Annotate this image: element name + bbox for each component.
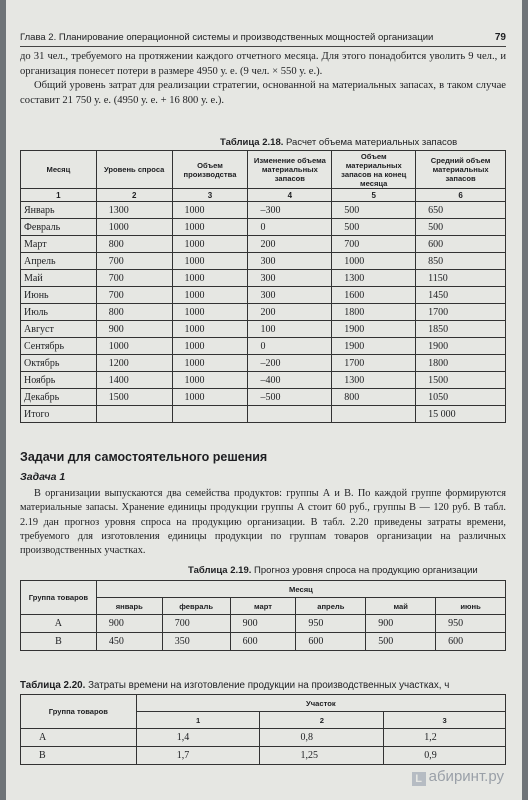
month-header-cell: май — [366, 598, 436, 615]
group-cell: B — [21, 633, 97, 651]
value-cell: 450 — [96, 633, 162, 651]
empty-cell — [332, 406, 416, 423]
value-cell: 1300 — [332, 372, 416, 389]
value-cell: 0,9 — [384, 747, 506, 765]
table-2-20-caption — [20, 680, 449, 691]
task-heading: Задача 1 — [20, 471, 66, 483]
value-cell: 1850 — [416, 321, 506, 338]
month-cell: Май — [21, 270, 97, 287]
header-cell: Месяц — [21, 151, 97, 189]
value-cell: 350 — [162, 633, 230, 651]
month-cell: Январь — [21, 202, 97, 219]
intro-text — [20, 50, 506, 108]
empty-cell — [96, 406, 172, 423]
running-head — [20, 30, 506, 47]
table-2-19-body — [21, 615, 506, 651]
value-cell: 500 — [332, 219, 416, 236]
value-cell: 500 — [366, 633, 436, 651]
value-cell: 650 — [416, 202, 506, 219]
header-cell: Средний объем материальных запасов — [416, 151, 506, 189]
section-heading: Задачи для самостоятельного решения — [20, 450, 268, 464]
value-cell: 1600 — [332, 287, 416, 304]
value-cell: 500 — [416, 219, 506, 236]
value-cell: 850 — [416, 253, 506, 270]
value-cell: –400 — [248, 372, 332, 389]
month-cell: Сентябрь — [21, 338, 97, 355]
value-cell: 1000 — [172, 287, 248, 304]
table-row — [21, 355, 506, 372]
table-2-19-caption-text: Прогноз уровня спроса на продукцию организации — [254, 565, 478, 576]
table-row — [21, 202, 506, 219]
value-cell: 300 — [248, 270, 332, 287]
header-cell: Уровень спроса — [96, 151, 172, 189]
table-2-18-caption-text: Расчет объема материальных запасов — [286, 137, 458, 148]
group-cell: B — [21, 747, 137, 765]
table-2-18 — [20, 150, 506, 423]
table-2-20-caption-number: Таблица 2.20. — [20, 680, 86, 691]
value-cell: 1000 — [172, 236, 248, 253]
column-number: 5 — [332, 189, 416, 202]
month-cell: Февраль — [21, 219, 97, 236]
month-header-cell: июнь — [436, 598, 506, 615]
watermark — [412, 768, 504, 786]
value-cell: –300 — [248, 202, 332, 219]
value-cell: 1000 — [172, 372, 248, 389]
month-cell: Июль — [21, 304, 97, 321]
value-cell: 1000 — [172, 270, 248, 287]
value-cell: 300 — [248, 287, 332, 304]
table-row — [21, 287, 506, 304]
month-cell: Июнь — [21, 287, 97, 304]
month-header: Месяц — [96, 581, 505, 598]
table-row — [21, 633, 506, 651]
value-cell: 900 — [230, 615, 296, 633]
table-row — [21, 321, 506, 338]
book-page — [6, 0, 522, 800]
value-cell: 1,25 — [260, 747, 384, 765]
month-cell: Ноябрь — [21, 372, 97, 389]
section-number-cell: 1 — [136, 712, 260, 729]
group-cell: A — [21, 729, 137, 747]
value-cell: 1700 — [332, 355, 416, 372]
value-cell: –500 — [248, 389, 332, 406]
value-cell: 700 — [162, 615, 230, 633]
value-cell: 0 — [248, 338, 332, 355]
value-cell: 1000 — [172, 338, 248, 355]
table-row — [21, 729, 506, 747]
value-cell: 1300 — [96, 202, 172, 219]
value-cell: 1000 — [172, 389, 248, 406]
value-cell: 1900 — [332, 321, 416, 338]
page-number: 79 — [494, 32, 506, 43]
total-label: Итого — [21, 406, 97, 423]
header-cell: Изменение объема материальных запасов — [248, 151, 332, 189]
month-header-cell: январь — [96, 598, 162, 615]
intro-paragraph-2: Общий уровень затрат для реализации стратегии, основанной на материальных запасах, в таком случае составит 21 750 у. е. (4950 у. е. + 16 800 у. е.). — [20, 80, 506, 106]
table-2-18-col-number-row — [21, 189, 506, 202]
value-cell: 600 — [416, 236, 506, 253]
section-number-cell: 2 — [260, 712, 384, 729]
empty-cell — [248, 406, 332, 423]
section-header: Участок — [136, 695, 505, 712]
value-cell: 950 — [296, 615, 366, 633]
month-cell: Декабрь — [21, 389, 97, 406]
value-cell: 1400 — [96, 372, 172, 389]
column-number: 1 — [21, 189, 97, 202]
table-row — [21, 615, 506, 633]
value-cell: 1000 — [172, 202, 248, 219]
value-cell: 1,4 — [136, 729, 260, 747]
value-cell: 800 — [96, 304, 172, 321]
value-cell: 600 — [296, 633, 366, 651]
value-cell: 1,2 — [384, 729, 506, 747]
value-cell: 800 — [332, 389, 416, 406]
value-cell: 1000 — [332, 253, 416, 270]
column-number: 3 — [172, 189, 248, 202]
value-cell: 1800 — [332, 304, 416, 321]
value-cell: 900 — [96, 321, 172, 338]
value-cell: 700 — [96, 287, 172, 304]
value-cell: 1000 — [172, 304, 248, 321]
value-cell: 1900 — [332, 338, 416, 355]
value-cell: 1200 — [96, 355, 172, 372]
table-row — [21, 747, 506, 765]
value-cell: 700 — [96, 253, 172, 270]
month-header-cell: февраль — [162, 598, 230, 615]
value-cell: 900 — [96, 615, 162, 633]
empty-cell — [172, 406, 248, 423]
table-row — [21, 270, 506, 287]
value-cell: 1000 — [172, 355, 248, 372]
value-cell: 1800 — [416, 355, 506, 372]
table-2-19-caption-number: Таблица 2.19. — [188, 565, 252, 576]
table-2-18-caption — [220, 137, 457, 148]
header-cell: Объем материальных запасов на конец месяца — [332, 151, 416, 189]
group-cell: A — [21, 615, 97, 633]
column-number: 2 — [96, 189, 172, 202]
table-2-18-header-row — [21, 151, 506, 189]
table-2-19-header-row-1 — [21, 581, 506, 598]
value-cell: 600 — [230, 633, 296, 651]
value-cell: 600 — [436, 633, 506, 651]
month-cell: Октябрь — [21, 355, 97, 372]
value-cell: 1050 — [416, 389, 506, 406]
table-2-20-body — [21, 729, 506, 765]
month-header-cell: апрель — [296, 598, 366, 615]
total-value: 15 000 — [416, 406, 506, 423]
value-cell: 700 — [332, 236, 416, 253]
value-cell: 1300 — [332, 270, 416, 287]
value-cell: 1000 — [96, 219, 172, 236]
table-2-20 — [20, 694, 506, 765]
table-row — [21, 389, 506, 406]
table-2-18-caption-number: Таблица 2.18. — [220, 137, 284, 148]
value-cell: 900 — [366, 615, 436, 633]
column-number: 6 — [416, 189, 506, 202]
value-cell: 950 — [436, 615, 506, 633]
value-cell: 500 — [332, 202, 416, 219]
month-cell: Апрель — [21, 253, 97, 270]
group-header: Группа товаров — [21, 581, 97, 615]
value-cell: 1500 — [96, 389, 172, 406]
labyrinth-logo-icon: L — [412, 772, 426, 786]
table-2-19 — [20, 580, 506, 651]
table-row — [21, 304, 506, 321]
watermark-text: абиринт.ру — [428, 768, 504, 785]
value-cell: 1500 — [416, 372, 506, 389]
value-cell: 0 — [248, 219, 332, 236]
value-cell: 1700 — [416, 304, 506, 321]
value-cell: 200 — [248, 304, 332, 321]
value-cell: 100 — [248, 321, 332, 338]
intro-paragraph-1: до 31 чел., требуемого на протяжении каждого отчетного месяца. Для этого понадобится уволить 9 чел., и организация понесет потери в размере 4950 у. е. (9 чел. × 550 у. е.). — [20, 51, 506, 77]
value-cell: 1150 — [416, 270, 506, 287]
value-cell: 1450 — [416, 287, 506, 304]
table-2-20-caption-text: Затраты времени на изготовление продукции на производственных участках, ч — [88, 680, 450, 691]
table-2-19-caption — [188, 565, 478, 576]
month-cell: Август — [21, 321, 97, 338]
table-row — [21, 219, 506, 236]
value-cell: 800 — [96, 236, 172, 253]
value-cell: 700 — [96, 270, 172, 287]
table-2-20-header-row-1 — [21, 695, 506, 712]
table-row — [21, 253, 506, 270]
value-cell: 1000 — [172, 253, 248, 270]
header-cell: Объем производства — [172, 151, 248, 189]
value-cell: 1000 — [172, 219, 248, 236]
value-cell: –200 — [248, 355, 332, 372]
table-row — [21, 338, 506, 355]
value-cell: 1,7 — [136, 747, 260, 765]
section-number-cell: 3 — [384, 712, 506, 729]
value-cell: 1000 — [172, 321, 248, 338]
value-cell: 1900 — [416, 338, 506, 355]
task-text — [20, 487, 506, 558]
chapter-title: Глава 2. Планирование операционной системы и производственных мощностей организации — [20, 32, 434, 43]
value-cell: 0,8 — [260, 729, 384, 747]
table-2-18-body — [21, 202, 506, 406]
table-row — [21, 372, 506, 389]
column-number: 4 — [248, 189, 332, 202]
task-paragraph: В организации выпускаются два семейства продуктов: группы А и В. По каждой группе формируются материальные запасы. Хранение единицы продукции группы А стоит 60 руб., группы В — 120 руб. В табл. 2.19 дан прогноз уровня спроса на продукцию организации. В табл. 2.20 приведены затраты времени, требуемого для изготовления единицы продукции по группам товаров организации на различных производственных участках. — [20, 488, 506, 557]
table-2-18-total-row — [21, 406, 506, 423]
table-row — [21, 236, 506, 253]
value-cell: 300 — [248, 253, 332, 270]
month-header-cell: март — [230, 598, 296, 615]
value-cell: 1000 — [96, 338, 172, 355]
month-cell: Март — [21, 236, 97, 253]
group-header: Группа товаров — [21, 695, 137, 729]
value-cell: 200 — [248, 236, 332, 253]
